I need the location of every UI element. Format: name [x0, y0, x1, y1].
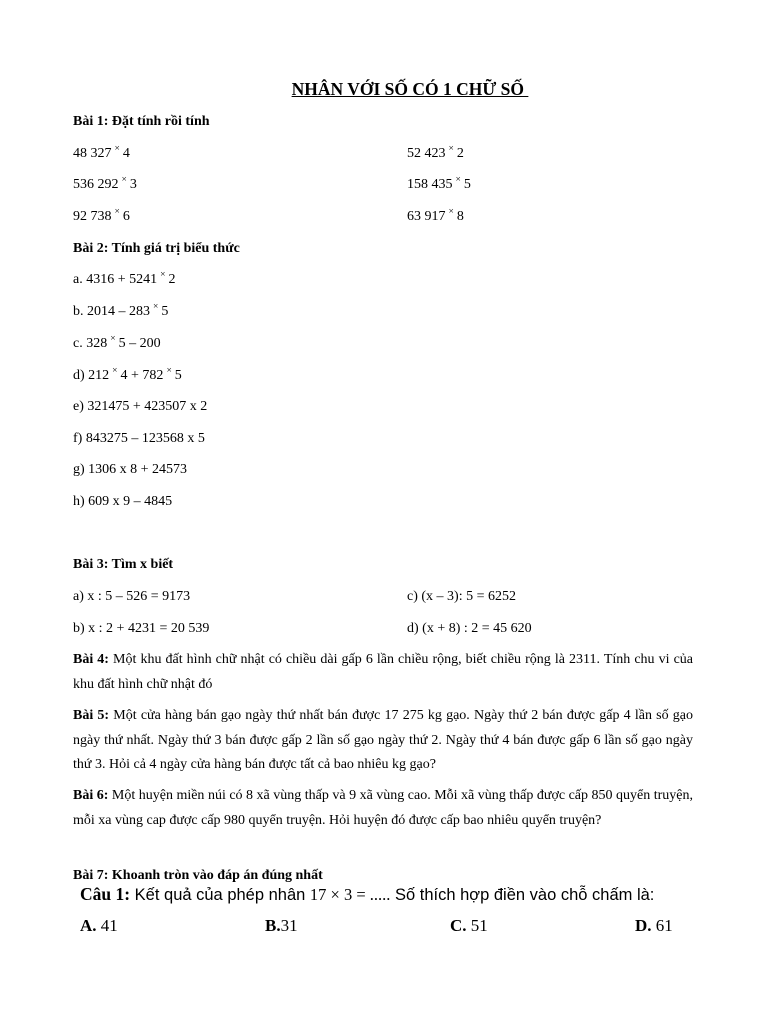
bai1-item-5 — [73, 208, 130, 227]
times-sign: × — [112, 366, 118, 376]
times-sign: × — [160, 270, 166, 280]
question-1-text-before: Kết quả của phép nhân — [130, 886, 310, 904]
bai1-item-2-a: 52 423 — [407, 146, 446, 161]
bai6-text: Một huyện miền núi có 8 xã vùng thấp và 9 xã vùng cao. Mỗi xã vùng thấp được cấp 850 quyển truyện, mỗi xa vùng cap được cấp 980 quyển truyện. Hỏi huyện đó được cấp bao nhiêu quyển truyện? — [73, 788, 693, 828]
bai1-item-1-a: 48 327 — [73, 146, 112, 161]
answer-b-value: 31 — [280, 916, 298, 935]
bai2-item-e: e) 321475 + 423507 x 2 — [73, 399, 208, 414]
times-sign: × — [448, 207, 454, 217]
page-title: NHÂN VỚI SỐ CÓ 1 CHỮ SỐ — [291, 79, 529, 99]
bai1-item-1-b: 4 — [122, 146, 130, 161]
bai1-item-3-a: 536 292 — [73, 177, 119, 192]
answer-c-label: C. — [450, 916, 467, 935]
times-sign: × — [121, 175, 127, 185]
bai1-item-5-b: 6 — [122, 209, 130, 224]
bai1-item-6-a: 63 917 — [407, 209, 446, 224]
bai2-c-tail: 5 – 200 — [118, 336, 161, 351]
times-sign: × — [166, 366, 172, 376]
bai6-paragraph — [73, 784, 693, 833]
bai2-item-d — [73, 367, 182, 386]
answer-a-value: 41 — [96, 916, 118, 935]
bai2-c-text: c. 328 — [73, 336, 108, 351]
bai2-d-text: d) 212 — [73, 368, 110, 383]
bai3-item-c: c) (x – 3): 5 = 6252 — [407, 589, 516, 604]
times-sign: × — [455, 175, 461, 185]
bai2-heading: Bài 2: Tính giá trị biểu thức — [73, 241, 240, 256]
bai2-item-a — [73, 271, 175, 290]
bai2-b-tail: 5 — [161, 304, 169, 319]
bai7-question-1 — [80, 884, 654, 905]
answer-option-c[interactable] — [450, 916, 488, 936]
bai1-item-2 — [407, 145, 464, 164]
bai1-item-3 — [73, 176, 137, 195]
bai2-d-tail: 5 — [174, 368, 182, 383]
bai2-d-middle: 4 + 782 — [120, 368, 164, 383]
bai2-item-g: g) 1306 x 8 + 24573 — [73, 462, 188, 477]
bai1-item-2-b: 2 — [456, 146, 464, 161]
answer-a-label: A. — [80, 916, 97, 935]
question-1-text-after: Số thích hợp điền vào chỗ chấm là: — [390, 886, 655, 904]
question-1-expression: 17 × 3 = ..... — [309, 885, 391, 904]
bai1-heading: Bài 1: Đặt tính rồi tính — [73, 114, 210, 129]
bai2-item-f: f) 843275 – 123568 x 5 — [73, 431, 205, 446]
bai2-item-b — [73, 303, 168, 322]
answer-option-b[interactable] — [265, 916, 298, 936]
question-1-label: Câu 1: — [80, 884, 131, 904]
bai1-item-6-b: 8 — [456, 209, 464, 224]
bai1-item-4-b: 5 — [463, 177, 471, 192]
answer-d-value: 61 — [651, 916, 673, 935]
answer-option-d[interactable] — [635, 916, 673, 936]
bai6-label: Bài 6: — [73, 788, 109, 803]
bai1-item-1 — [73, 145, 130, 164]
bai4-paragraph — [73, 648, 693, 697]
bai5-text: Một cửa hàng bán gạo ngày thứ nhất bán được 17 275 kg gạo. Ngày thứ 2 bán được gấp 4 lần số gạo ngày thứ nhất. Ngày thứ 3 bán được gấp 2 lần số gạo ngày thứ 2. Ngày thứ 4 bán được gấp 6 lần số gạo ngày thứ 3. Hỏi cả 4 ngày cửa hàng bán được tất cả bao nhiêu kg gạo? — [73, 708, 694, 772]
bai1-item-6 — [407, 208, 464, 227]
bai5-paragraph — [73, 704, 693, 778]
bai2-a-text: a. 4316 + 5241 — [73, 272, 158, 287]
answer-option-a[interactable] — [80, 916, 118, 936]
bai4-label: Bài 4: — [73, 652, 109, 667]
bai7-heading: Bài 7: Khoanh tròn vào đáp án đúng nhất — [73, 868, 323, 883]
times-sign: × — [153, 302, 159, 312]
bai1-item-5-a: 92 738 — [73, 209, 112, 224]
bai1-item-4 — [407, 176, 471, 195]
bai4-text: Một khu đất hình chữ nhật có chiều dài gấp 6 lần chiều rộng, biết chiều rộng là 2311. Tính chu vi của khu đất hình chữ nhật đó — [73, 652, 694, 692]
times-sign: × — [110, 334, 116, 344]
times-sign: × — [114, 144, 120, 154]
answer-d-label: D. — [635, 916, 652, 935]
bai3-item-a: a) x : 5 – 526 = 9173 — [73, 589, 191, 604]
bai3-item-d: d) (x + 8) : 2 = 45 620 — [407, 621, 532, 636]
bai2-item-h: h) 609 x 9 – 4845 — [73, 494, 173, 509]
bai5-label: Bài 5: — [73, 708, 110, 723]
answer-c-value: 51 — [466, 916, 488, 935]
bai3-item-b: b) x : 2 + 4231 = 20 539 — [73, 621, 210, 636]
times-sign: × — [448, 144, 454, 154]
bai1-item-3-b: 3 — [129, 177, 137, 192]
bai2-a-tail: 2 — [168, 272, 176, 287]
bai2-item-c — [73, 335, 161, 354]
bai1-item-4-a: 158 435 — [407, 177, 453, 192]
bai2-b-text: b. 2014 – 283 — [73, 304, 150, 319]
times-sign: × — [114, 207, 120, 217]
answer-b-label: B. — [265, 916, 281, 935]
bai3-heading: Bài 3: Tìm x biết — [73, 557, 174, 572]
